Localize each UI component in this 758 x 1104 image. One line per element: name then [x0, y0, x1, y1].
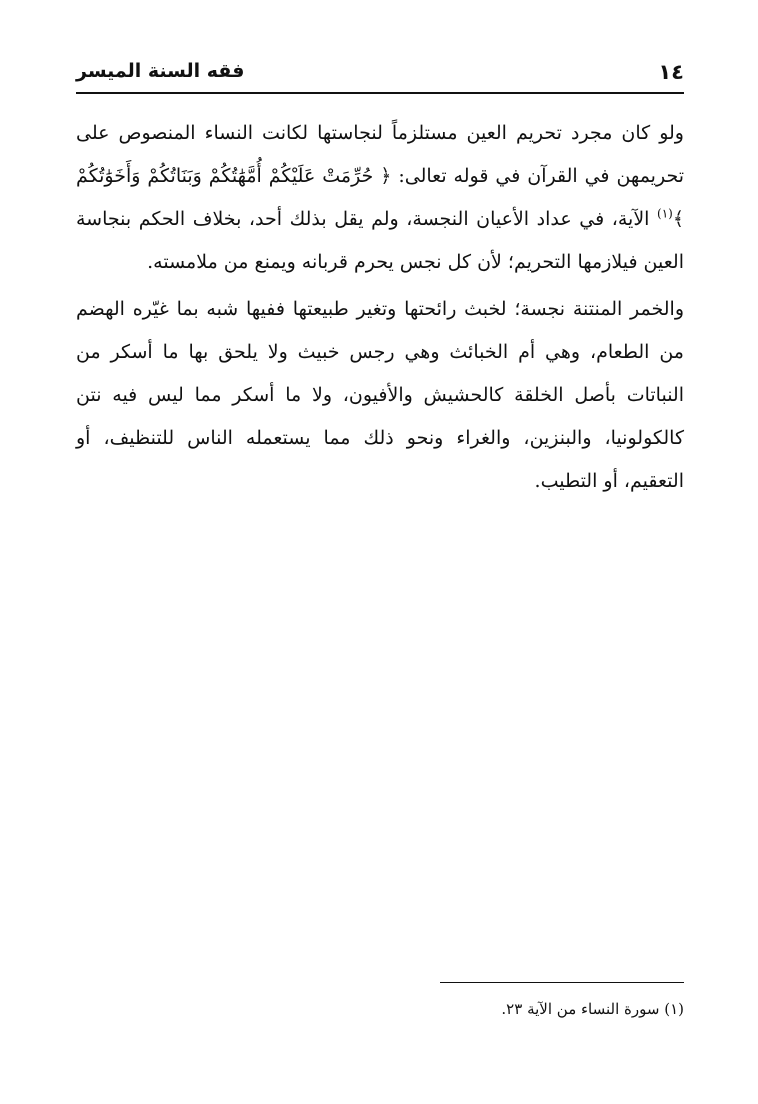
quran-verse: ﴿ حُرِّمَتْ عَلَيْكُمْ أُمَّهَٰتُكُمْ وَبَنَاتُكُمْ وَأَخَوَٰتُكُمْ ﴾ [76, 165, 684, 230]
running-header [76, 60, 684, 90]
main-text [76, 112, 684, 507]
footnote: (١) سورة النساء من الآية ٢٣. [501, 1000, 684, 1018]
page-number: ١٤ [658, 60, 684, 84]
footnote-rule [440, 982, 684, 983]
footnote-reference: (١) [657, 206, 673, 221]
book-title: فقه السنة الميسر [76, 60, 245, 82]
header-rule [76, 92, 684, 94]
paragraph-1-rest: الآية، في عداد الأعيان النجسة، ولم يقل بذلك أحد، بخلاف الحكم بنجاسة العين فيلازمها التحريم؛ لأن كل نجس يحرم قربانه ويمنع من ملامسته. [76, 208, 684, 273]
paragraph-2: والخمر المنتنة نجسة؛ لخبث رائحتها وتغير طبيعتها ففيها شبه بما غيّره الهضم من الطعام، وهي أم الخبائث وهي رجس خبيث ولا يلحق بها ما أسكر من النباتات بأصل الخلقة كالحشيش والأفيون، ولا ما أسكر مما ليس فيه نتن كالكولونيا، والبنزين، والغراء ونحو ذلك مما يستعمله الناس للتنظيف، أو التعقيم، أو التطيب. [76, 298, 684, 492]
paragraph-1 [76, 112, 684, 284]
paragraph-1-intro: ولو كان مجرد تحريم العين مستلزماً لنجاستها لكانت النساء المنصوص على تحريمهن في القرآن في قوله تعالى: [76, 122, 684, 187]
